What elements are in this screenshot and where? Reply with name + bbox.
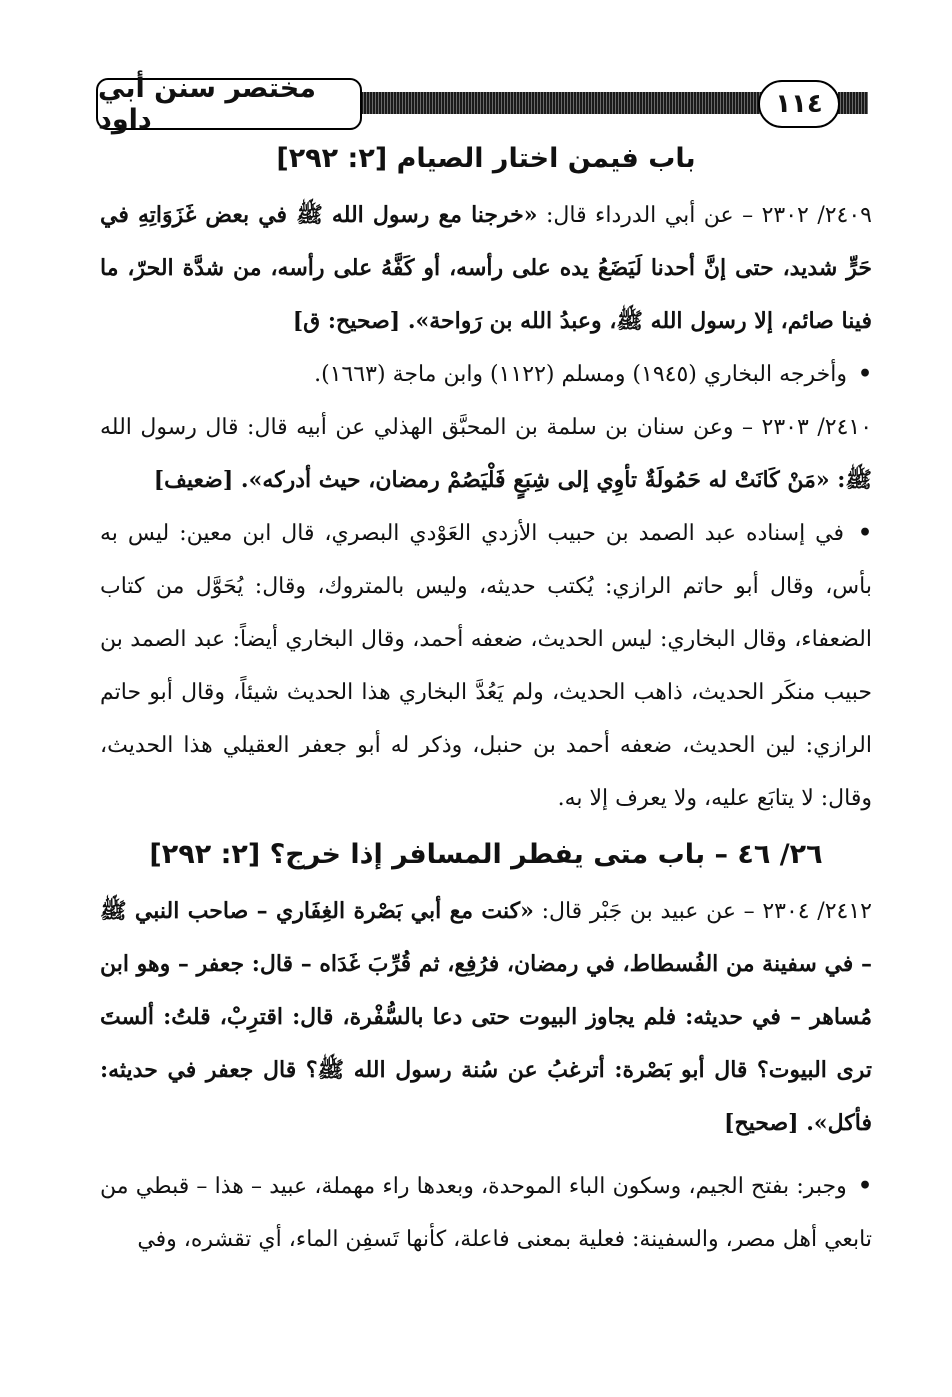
header-rule-end <box>838 92 868 114</box>
commentary-2410 <box>100 507 872 825</box>
page-body <box>100 134 872 1266</box>
hadith-2412 <box>100 885 872 1150</box>
header-rule <box>346 92 772 114</box>
chapter-title: ٢٦/ ٤٦ – باب متى يفطر المسافر إذا خرج؟ [٢: ٢٩٢] <box>149 839 823 870</box>
bullet-icon: • <box>857 520 872 546</box>
book-title: مختصر سنن أبي داود <box>96 78 362 130</box>
commentary-2409 <box>100 348 872 401</box>
hadith-2409 <box>100 189 872 348</box>
hadith-number: ٢٤١٢/ ٢٣٠٤ – عن عبيد بن جَبْر قال: <box>533 899 872 924</box>
hadith-number: ٢٤١٠/ ٢٣٠٣ – وعن سنان بن سلمة بن المحبَّق الهذلي عن أبيه قال: قال رسول الله <box>100 415 873 440</box>
chapter-title: باب فيمن اختار الصيام [٢: ٢٩٢] <box>276 143 696 174</box>
hadith-number: ٢٤٠٩/ ٢٣٠٢ – عن أبي الدرداء قال: <box>537 203 872 228</box>
hadith-text: «خرجنا مع رسول الله ﷺ في بعض غَزَوَاتِهِ في حَرٍّ شديد، حتى إنَّ أحدنا لَيَضَعُ يده على رأسه، أو كَفَّهُ على رأسه، من شدَّة الحرّ، ما فينا صائم، إلا رسول الله ﷺ، وعبدُ الله بن رَواحة». [صحيح: ق] <box>100 202 872 334</box>
hadith-2410 <box>100 401 872 507</box>
commentary-text: وأخرجه البخاري (١٩٤٥) ومسلم (١١٢٢) وابن ماجة (١٦٦٣). <box>314 362 847 387</box>
hadith-text: ﷺ: «مَنْ كَانَتْ له حَمُولَةٌ تأوِي إلى شِبَعٍ فَلْيَصُمْ رمضان، حيث أدركه». [ضعيف] <box>153 467 872 493</box>
page-number: ١١٤ <box>758 80 840 128</box>
page-header <box>96 73 868 135</box>
bullet-icon: • <box>857 1173 872 1199</box>
hadith-text: «كنت مع أبي بَصْرة الغِفَاري – صاحب النبي ﷺ – في سفينة من الفُسطاط، في رمضان، فرُفِع، ثم قُرِّبَ غَدَاه – قال: جعفر – وهو ابن مُساهر – في حديثه: فلم يجاوز البيوت حتى دعا بالسُّفْرة، قال: اقترِبْ، قلتُ: ألستَ ترى البيوت؟ قال أبو بَصْرة: أترغبُ عن سُنة رسول الله ﷺ؟ قال جعفر في حديثه: فأكل». [صحيح] <box>100 898 872 1136</box>
bullet-icon: • <box>857 361 872 387</box>
commentary-2412 <box>100 1160 872 1266</box>
commentary-text: وجبر: بفتح الجيم، وسكون الباء الموحدة، وبعدها راء مهملة، عبيد – هذا – قبطي من تابعي أهل مصر، والسفينة: فعلية بمعنى فاعلة، كأنها تَسفِن الماء، أي تقشره، وفي <box>100 1174 872 1252</box>
commentary-text: في إسناده عبد الصمد بن حبيب الأزدي العَوْدي البصري، قال ابن معين: ليس به بأس، وقال أبو حاتم الرازي: يُكتب حديثه، وليس بالمتروك، وقال: يُحَوَّل من كتاب الضعفاء، وقال البخاري: ليس الحديث، ضعفه أحمد، وقال البخاري أيضاً: عبد الصمد بن حبيب منكَر الحديث، ذاهب الحديث، ولم يَعُدَّ البخاري هذا الحديث شيئاً، وقال أبو حاتم الرازي: لين الحديث، ضعفه أحمد بن حنبل، وذكر له أبو جعفر العقيلي هذا الحديث، وقال: لا يتابَع عليه، ولا يعرف إلا به. <box>100 521 872 811</box>
